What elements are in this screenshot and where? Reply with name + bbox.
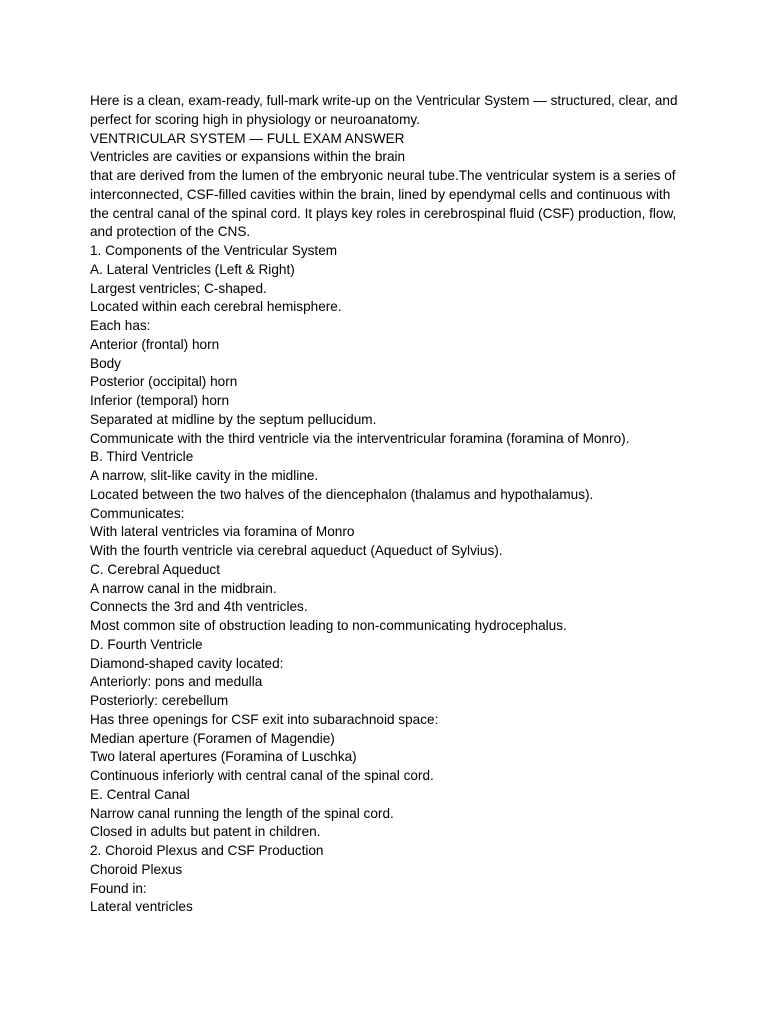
text-line: A narrow canal in the midbrain. [90,580,277,596]
text-line: Body [90,355,121,371]
text-line: Anterior (frontal) horn [90,336,220,352]
text-line: Located between the two halves of the diencephalon (thalamus and hypothalamus). [90,486,594,502]
text-line: Inferior (temporal) horn [90,393,230,408]
text-line: Each has: [90,318,151,333]
subheading-central-canal: E. Central Canal [90,786,190,802]
text-line: Posteriorly: cerebellum [90,693,229,708]
text-line: Continuous inferiorly with central canal of the spinal cord. [90,768,434,783]
text-line: Closed in adults but patent in children. [90,824,321,840]
text-line: With the fourth ventricle via cerebral aqueduct (Aqueduct of Sylvius). [90,543,503,558]
intro-paragraph: Here is a clean, exam-ready, full-mark write-up on the Ventricular System — structured, clear, and perfect for scoring high in physiology or neuroanatomy. [90,93,678,127]
section-heading-components: 1. Components of the Ventricular System [90,243,338,258]
subheading-lateral-ventricles: A. Lateral Ventricles (Left & Right) [90,261,295,277]
text-line: Separated at midline by the septum pellucidum. [90,411,377,427]
document-title: VENTRICULAR SYSTEM — FULL EXAM ANSWER [90,130,405,146]
text-line: With lateral ventricles via foramina of Monro [90,524,355,540]
text-line: Most common site of obstruction leading to non-communicating hydrocephalus. [90,618,567,633]
text-line: A narrow, slit-like cavity in the midline. [90,468,319,483]
text-line: Median aperture (Foramen of Magendie) [90,730,335,746]
text-line: Located within each cerebral hemisphere. [90,299,342,315]
subheading-cerebral-aqueduct: C. Cerebral Aqueduct [90,561,220,577]
text-line: Communicates: [90,505,185,521]
text-line: Anteriorly: pons and medulla [90,674,263,690]
text-line: Lateral ventricles [90,899,193,915]
text-line: Largest ventricles; C-shaped. [90,280,267,296]
text-line: Ventricles are cavities or expansions within the brain [90,149,406,165]
section-heading-choroid-plexus: 2. Choroid Plexus and CSF Production [90,843,324,858]
definition-paragraph: that are derived from the lumen of the embryonic neural tube.The ventricular system is a series of interconnected, CSF-filled cavities within the brain, lined by ependymal cells and continuous with the central canal of the spinal cord. It plays key roles in cerebrospinal fluid (CSF) production, flow, and protection of the CNS. [90,168,677,240]
document-body [90,92,680,917]
text-line: Has three openings for CSF exit into subarachnoid space: [90,711,439,727]
text-line: Diamond-shaped cavity located: [90,655,284,671]
text-line: Narrow canal running the length of the spinal cord. [90,805,394,821]
subheading-third-ventricle: B. Third Ventricle [90,449,194,465]
text-line: Posterior (occipital) horn [90,374,238,390]
text-line: Communicate with the third ventricle via the interventricular foramina (foramina of Monro). [90,430,630,446]
text-line: Found in: [90,880,147,896]
text-line: Two lateral apertures (Foramina of Luschka) [90,749,357,765]
subheading-fourth-ventricle: D. Fourth Ventricle [90,636,203,652]
text-line: Connects the 3rd and 4th ventricles. [90,599,308,615]
text-line: Choroid Plexus [90,861,183,877]
